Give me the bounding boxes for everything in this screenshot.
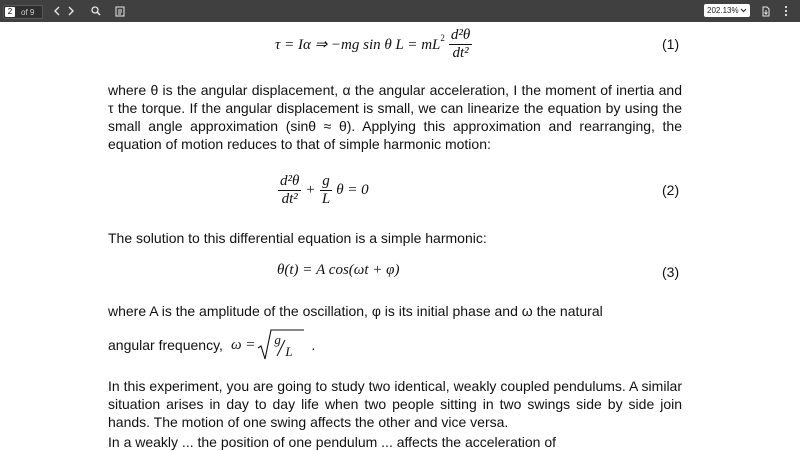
paragraph-1: where θ is the angular displacement, α the angular acceleration, I the moment of inertia and τ the torque. If the angular displacement is small, we can linearize the equation by using the small angle approximation (sinθ ≈ θ). Applying this approximation and rearranging, the equation of motion reduces to that of simple harmonic motion:	[108, 82, 682, 152]
equation-2-number: (2)	[662, 182, 680, 198]
previous-page-icon[interactable]	[50, 0, 64, 22]
download-icon[interactable]	[759, 0, 773, 22]
more-options-icon[interactable]	[779, 0, 793, 22]
equation-1-numerator: d²θ	[450, 26, 471, 43]
paragraph-2: The solution to this differential equation is a simple harmonic:	[108, 230, 487, 246]
equation-2-fraction-2	[320, 173, 332, 208]
paragraph-5-text: In a weakly ... the position of one pendulum ... affects the acceleration of	[108, 434, 557, 450]
paragraph-5-partial	[108, 434, 682, 451]
equation-2-numerator-2: g	[320, 173, 332, 191]
paragraph-3-end: .	[311, 337, 316, 353]
chevron-down-icon	[740, 4, 747, 19]
sqrt-g: g	[274, 332, 281, 347]
equation-2-denominator-2: L	[321, 190, 331, 207]
equation-2-plus: +	[306, 181, 315, 198]
paragraph-4: In this experiment, you are going to study two identical, weakly coupled pendulums. A similar situation arises in day to day life when two people sitting in two swings side by side join hands. The motion of one swing affects the other and vice versa.	[108, 378, 682, 430]
paragraph-3-line-1: where A is the amplitude of the oscillation, φ is its initial phase and ω the natural	[108, 303, 603, 319]
equation-3-number: (3)	[662, 264, 680, 280]
page-number-input[interactable]: 2	[5, 7, 15, 17]
paragraph-3-prefix: angular frequency,	[108, 337, 223, 353]
zoom-select[interactable]	[704, 4, 750, 17]
viewer-toolbar	[0, 0, 800, 22]
zoom-value: 202.13%	[707, 6, 739, 15]
equation-1-fraction	[449, 27, 472, 62]
page-count-label: of 9	[21, 7, 35, 17]
outline-icon[interactable]	[113, 0, 127, 22]
document-page	[0, 22, 800, 450]
equation-2-fraction-1	[278, 173, 301, 208]
next-page-icon[interactable]	[64, 0, 78, 22]
paragraph-3-line-2	[108, 328, 682, 362]
equation-1	[275, 24, 474, 64]
equation-2-rest: θ = 0	[336, 181, 369, 198]
equation-1-superscript: 2	[440, 33, 445, 43]
equation-1-lhs: τ = Iα ⇒ −mg sin θ L = mL	[275, 36, 441, 53]
page-indicator[interactable]	[3, 5, 43, 19]
equation-2-denominator-1: dt²	[281, 190, 298, 207]
search-icon[interactable]	[89, 0, 103, 22]
equation-2	[276, 168, 369, 212]
equation-1-number: (1)	[662, 36, 680, 52]
sqrt-radical-icon	[257, 328, 305, 362]
sqrt-expression	[257, 328, 305, 362]
equation-3: θ(t) = A cos(ωt + φ)	[277, 262, 400, 278]
equation-2-numerator-1: d²θ	[280, 172, 300, 189]
sqrt-L: L	[285, 344, 293, 359]
omega-equals: ω =	[230, 337, 256, 353]
equation-1-denominator: dt²	[452, 44, 469, 61]
